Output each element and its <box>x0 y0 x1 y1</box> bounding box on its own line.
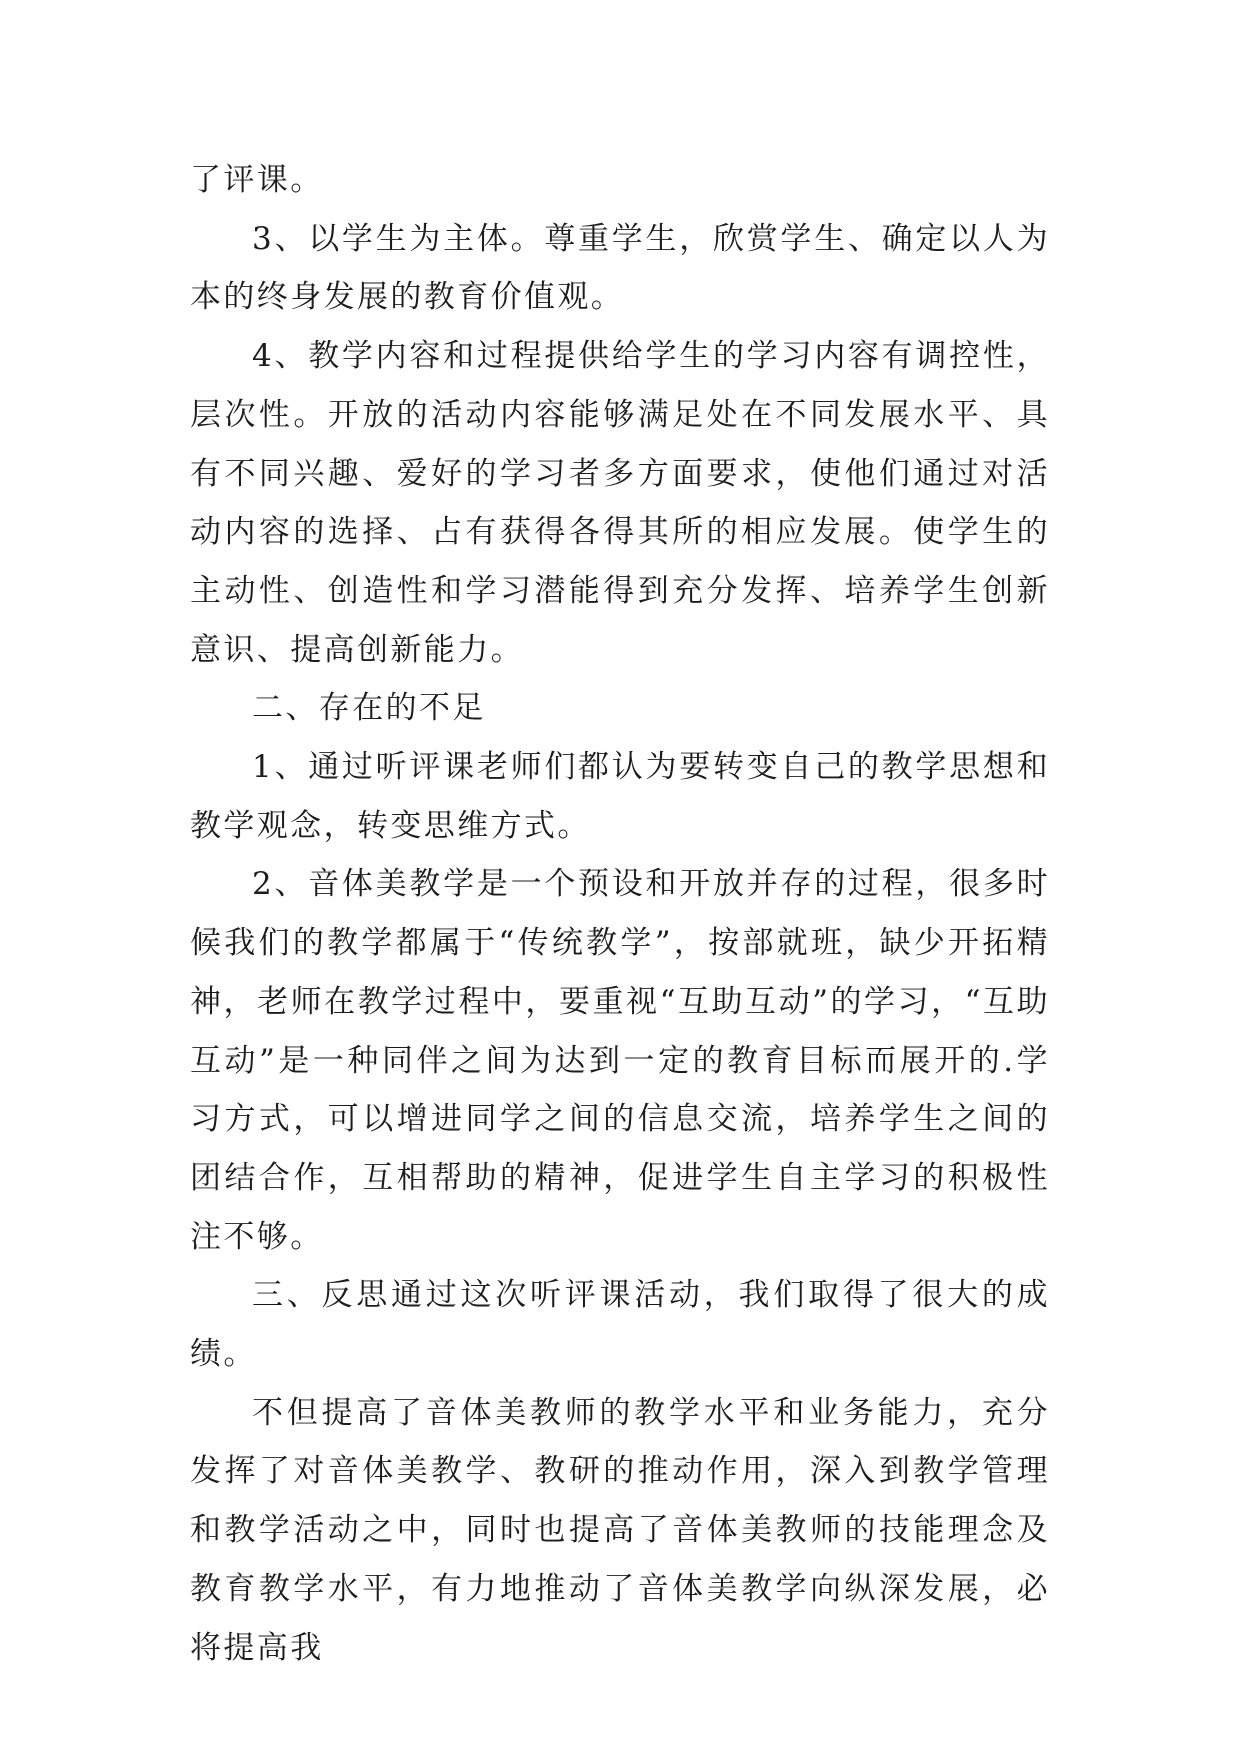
paragraph-reflection: 不但提高了音体美教师的教学水平和业务能力，充分发挥了对音体美教学、教研的推动作用，深入到教学管理和教学活动之中，同时也提高了音体美教师的技能理念及教育教学水平，有力地推动了音体美教学向纵深发展，必将提高我 <box>190 1394 1050 1666</box>
paragraph-point-4: 4、教学内容和过程提供给学生的学习内容有调控性，层次性。开放的活动内容能够满足处在不同发展水平、具有不同兴趣、爱好的学习者多方面要求，使他们通过对活动内容的选择、占有获得各得其所的相应发展。使学生的主动性、创造性和学习潜能得到充分发挥、培养学生创新意识、提高创新能力。 <box>190 338 1050 668</box>
document-body <box>190 151 1050 1677</box>
paragraph-point-3: 3、以学生为主体。尊重学生，欣赏学生、确定以人为本的终身发展的教育价值观。 <box>190 220 1050 316</box>
paragraph-shortcoming-2: 2、音体美教学是一个预设和开放并存的过程，很多时候我们的教学都属于“传统教学”，按部就班，缺少开拓精神，老师在教学过程中，要重视“互助互动”的学习，“互助互动”是一种同伴之间为达到一定的教育目标而展开的.学习方式，可以增进同学之间的信息交流，培养学生之间的团结合作，互相帮助的精神，促进学生自主学习的积极性注不够。 <box>190 866 1050 1255</box>
section-heading-reflection: 三、反思通过这次听评课活动，我们取得了很大的成绩。 <box>190 1277 1050 1373</box>
paragraph-continuation: 了评课。 <box>190 162 324 198</box>
section-heading-shortcomings: 二、存在的不足 <box>252 690 486 727</box>
paragraph-shortcoming-1: 1、通过听评课老师们都认为要转变自己的教学思想和教学观念，转变思维方式。 <box>190 749 1050 844</box>
